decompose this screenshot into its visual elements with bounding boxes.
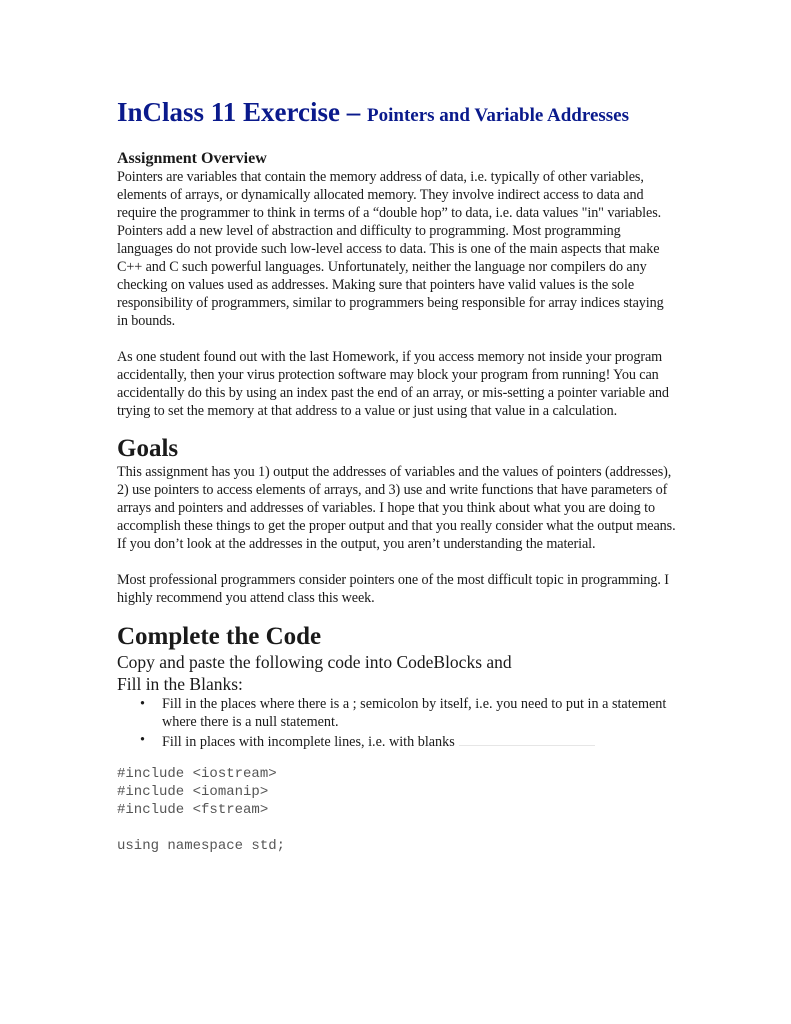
instruction-text: Fill in places with incomplete lines, i.e. with blanks — [162, 734, 455, 750]
complete-code-lead-1: Copy and paste the following code into CodeBlocks and — [117, 652, 512, 672]
overview-paragraph-2: As one student found out with the last Homework, if you access memory not inside your program accidentally, then your virus protection software may block your program from running! You can accidentally do this by using an index past the end of an array, or mis-setting a pointer variable and trying to set the memory at that address to a value or just using that value in a calculation. — [117, 349, 669, 419]
code-line: #include <fstream> — [117, 802, 269, 818]
instruction-text: Fill in the places where there is a ; semicolon by itself, i.e. you need to put in a statement where there is a null statement. — [162, 696, 667, 730]
title-subtitle: Pointers and Variable Addresses — [367, 105, 630, 126]
goals-paragraph-2: Most professional programmers consider pointers one of the most difficult topic in programming. I highly recommend you attend class this week. — [117, 572, 669, 606]
code-line: using namespace std; — [117, 838, 286, 854]
document-page — [117, 95, 677, 855]
goals-paragraph-1: This assignment has you 1) output the addresses of variables and the values of pointers (addresses), 2) use pointers to access elements of arrays, and 3) use and write functions that have parameters of arrays and pointers and addresses of variables. I hope that you think about what you are doing to accomplish these things to get the proper output and that you really consider what the output means. If you don’t look at the addresses in the output, you aren’t understanding the material. — [117, 464, 676, 552]
code-block — [117, 765, 677, 855]
list-item — [140, 695, 677, 731]
goals-heading: Goals — [117, 435, 179, 462]
page-title — [117, 95, 677, 133]
overview-heading: Assignment Overview — [117, 150, 267, 167]
code-line: #include <iomanip> — [117, 784, 269, 800]
complete-code-lead-2: Fill in the Blanks: — [117, 674, 243, 694]
bullet-icon: • — [140, 732, 145, 748]
blank-line — [459, 731, 595, 746]
complete-code-heading: Complete the Code — [117, 623, 322, 650]
code-line: #include <iostream> — [117, 766, 277, 782]
overview-paragraph-1: Pointers are variables that contain the memory address of data, i.e. typically of other variables, elements of arrays, or dynamically allocated memory. They involve indirect access to data and require the programmer to think in terms of a “double hop” to data, i.e. data values "in" variables. Pointers add a new level of abstraction and difficulty to programming. Most programming languages do not provide such low-level access to data. This is one of the main aspects that make C++ and C such powerful languages. Unfortunately, neither the language nor compilers do any checking on values used as addresses. Making sure that pointers have valid values is the sole responsibility of programmers, similar to programmers being responsible for array indices staying in bounds. — [117, 169, 664, 329]
instruction-list — [117, 695, 677, 751]
bullet-icon: • — [140, 696, 145, 712]
list-item — [140, 731, 677, 751]
title-main: InClass 11 Exercise – — [117, 97, 368, 127]
